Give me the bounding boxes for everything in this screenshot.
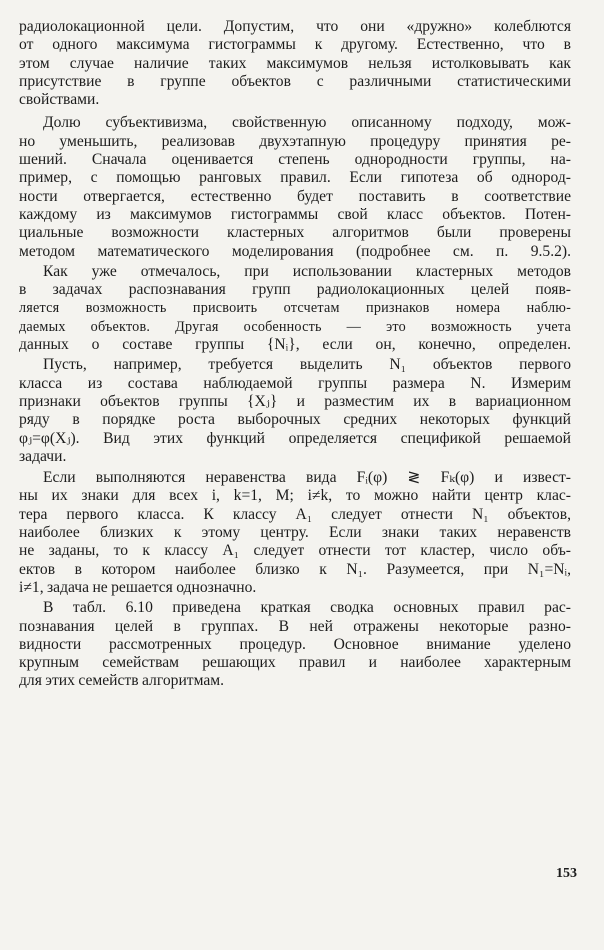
paragraph-1 (19, 18, 571, 109)
text-line: познавания целей в группах. В ней отражены некоторые разно- (19, 617, 571, 635)
text-line: шений. Сначала оценивается степень однородности группы, на- (19, 151, 571, 169)
text-line: задачи. (19, 447, 67, 465)
text-line: этом случае наличие таких максимумов нельзя истолковывать как (19, 54, 571, 72)
paragraph-6 (19, 599, 571, 690)
text-line: свойствами. (19, 91, 100, 109)
paragraph-3 (19, 263, 571, 354)
text-line: Как уже отмечалось, при использовании кластерных методов (43, 262, 571, 280)
text-line: тера первого класса. К классу A₁ следует отнести N₁ объектов, (19, 505, 571, 523)
text-line: в задачах распознавания групп радиолокационных целей появ- (19, 281, 571, 299)
text-line: методом математического моделирования (подробнее см. п. 9.5.2). (19, 242, 571, 260)
text-line: для этих семейств алгоритмам. (19, 672, 225, 690)
text-line: ряду в порядке роста выборочных средних некоторых функций (19, 411, 571, 429)
text-line: признаки объектов группы {Xⱼ} и разместим их в вариационном (19, 392, 571, 410)
paragraph-5 (19, 469, 571, 597)
text-line: класса из состава наблюдаемой группы размера N. Измерим (19, 374, 571, 392)
text-line: ности отвергается, естественно будет поставить в соответствие (19, 187, 571, 205)
text-line: данных о составе группы {Nᵢ}, если он, конечно, определен. (19, 336, 571, 354)
text-line: но уменьшить, реализовав двухэтапную процедуру принятия ре- (19, 132, 571, 150)
text-line: i≠1, задача не решается однозначно. (19, 578, 257, 596)
paragraph-4 (19, 356, 571, 466)
page-number: 153 (556, 866, 577, 881)
text-line: ляется возможность присвоить отсчетам признаков номера наблю- (19, 300, 571, 317)
paragraph-2 (19, 114, 571, 260)
text-line: радиолокационной цели. Допустим, что они «дружно» колеблются (19, 18, 571, 35)
text-line: Пусть, например, требуется выделить N₁ объектов первого (43, 356, 571, 374)
text-line: от одного максимума гистограммы к другому. Естественно, что в (19, 36, 571, 54)
text-line: даемых объектов. Другая особенность — это возможность учета (19, 318, 571, 335)
text-line: Если выполняются неравенства вида Fᵢ(φ) ≷ Fₖ(φ) и извест- (43, 469, 571, 487)
text-line: В табл. 6.10 приведена краткая сводка основных правил рас- (43, 599, 571, 617)
text-line: крупным семействам решающих правил и наиболее характерным (19, 654, 571, 672)
text-line: ны их знаки для всех i, k=1, M; i≠k, то можно найти центр клас- (19, 487, 571, 505)
text-line: присутствие в группе объектов с различными статистическими (19, 72, 571, 90)
text-line: пример, с помощью ранговых правил. Если гипотеза об однород- (19, 169, 571, 187)
text-line: ектов в котором наиболее близко к N₁. Разумеется, при N₁=Nᵢ, (19, 560, 571, 578)
text-line: не заданы, то к классу A₁ следует отнести тот кластер, число объ- (19, 542, 571, 560)
text-line: наиболее близких к этому центру. Если знаки таких неравенств (19, 524, 571, 542)
text-line: каждому из максимумов гистограммы свой класс объектов. Потен- (19, 205, 571, 223)
text-line: Долю субъективизма, свойственную описанному подходу, мож- (43, 114, 571, 132)
text-line: видности рассмотренных процедур. Основное внимание уделено (19, 635, 571, 653)
page-body (19, 18, 571, 691)
text-line: φⱼ=φ(Xⱼ). Вид этих функций определяется спецификой решаемой (19, 429, 571, 447)
text-line: циальные возможности кластерных алгоритмов были проверены (19, 224, 571, 242)
